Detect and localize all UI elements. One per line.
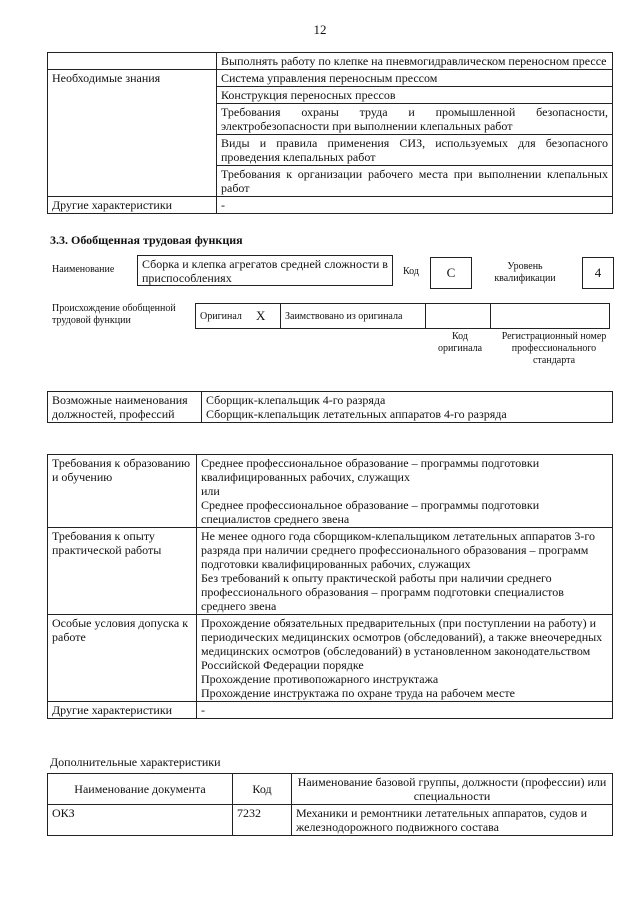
position-item: Сборщик-клепальщик 4-го разряда	[206, 393, 386, 407]
special-conditions-label: Особые условия допуска к работе	[48, 615, 197, 702]
page-number: 12	[313, 22, 327, 37]
column-header: Наименование документа	[48, 774, 233, 805]
origin-label: Происхождение обобщенной трудовой функции	[52, 303, 176, 326]
origin-table	[195, 303, 610, 329]
level-label: Уровень квалификации	[494, 261, 556, 284]
code-original-cell	[426, 304, 491, 329]
requirement-line: или	[201, 484, 220, 498]
knowledge-item: Конструкция переносных прессов	[217, 87, 613, 104]
skills-knowledge-table	[47, 52, 613, 214]
level-value-box: 4	[582, 257, 614, 289]
column-header: Наименование базовой группы, должности (профессии) или специальности	[292, 774, 613, 805]
other-label: Другие характеристики	[48, 702, 197, 719]
other-characteristics-label: Другие характеристики	[48, 197, 217, 214]
requirement-line: Среднее профессиональное образование – программы подготовки специалистов среднего звена	[201, 498, 540, 526]
code-original-label: Код оригинала	[437, 331, 483, 354]
requirement-line: Прохождение противопожарного инструктажа	[201, 672, 439, 686]
position-item: Сборщик-клепальщик летательных аппаратов 4-го разряда	[206, 407, 507, 421]
requirements-table	[47, 454, 613, 719]
knowledge-item: Требования к организации рабочего места при выполнении клепальных работ	[217, 166, 613, 197]
code-value-box: C	[430, 257, 472, 289]
additional-title: Дополнительные характеристики	[50, 755, 221, 769]
positions-label: Возможные наименования должностей, профессий	[48, 392, 202, 423]
requirement-line: Прохождение инструктажа по охране труда на рабочем месте	[201, 686, 515, 700]
knowledge-item: Виды и правила применения СИЗ, используемых для безопасного проведения клепальных работ	[217, 135, 613, 166]
column-header: Код	[233, 774, 292, 805]
doc-cell: ОКЗ	[48, 805, 233, 836]
positions-table	[47, 391, 613, 423]
requirement-line: Без требований к опыту практической работы при наличии среднего профессионального образования – программ подготовки специалистов среднего звена	[201, 571, 564, 613]
code-label: Код	[403, 266, 419, 277]
original-label: Оригинал	[196, 304, 255, 329]
code-cell: 7232	[233, 805, 292, 836]
additional-table	[47, 773, 613, 836]
name-label: Наименование	[52, 264, 115, 275]
table-cell-item: Выполнять работу по клепке на пневмогидравлическом переносном прессе	[217, 53, 613, 70]
requirement-line: Среднее профессиональное образование – программы подготовки квалифицированных рабочих, служащих	[201, 456, 540, 484]
knowledge-item: Требования охраны труда и промышленной безопасности, электробезопасности при выполнении клепальных работ	[217, 104, 613, 135]
original-mark: X	[254, 304, 281, 329]
experience-label: Требования к опыту практической работы	[48, 528, 197, 615]
section-title: 3.3. Обобщенная трудовая функция	[50, 233, 243, 247]
education-label: Требования к образованию и обучению	[48, 455, 197, 528]
borrowed-label: Заимствовано из оригинала	[281, 304, 426, 329]
requirement-line: Прохождение обязательных предварительных (при поступлении на работу) и периодических медицинских осмотров (обследований), а также внеочередных медицинских осмотров (обследований) в установленном законодательством Российской Федерации порядке	[201, 616, 603, 672]
knowledge-item: Система управления переносным прессом	[217, 70, 613, 87]
name-cell: Механики и ремонтники летательных аппаратов, судов и железнодорожного подвижного состава	[292, 805, 613, 836]
requirement-line: -	[197, 702, 613, 719]
table-row	[48, 805, 613, 836]
reg-number-cell	[491, 304, 610, 329]
requirement-line: Не менее одного года сборщиком-клепальщиком летательных аппаратов 3-го разряда при наличии среднего профессионального образования – программ подготовки квалифицированных рабочих, служащих	[201, 529, 595, 571]
function-name-box: Сборка и клепка агрегатов средней сложности в приспособлениях	[137, 255, 393, 286]
knowledge-label: Необходимые знания	[48, 70, 217, 197]
reg-number-label: Регистрационный номер профессионального стандарта	[501, 331, 607, 366]
table-cell-label	[48, 53, 217, 70]
other-characteristics-value: -	[217, 197, 613, 214]
